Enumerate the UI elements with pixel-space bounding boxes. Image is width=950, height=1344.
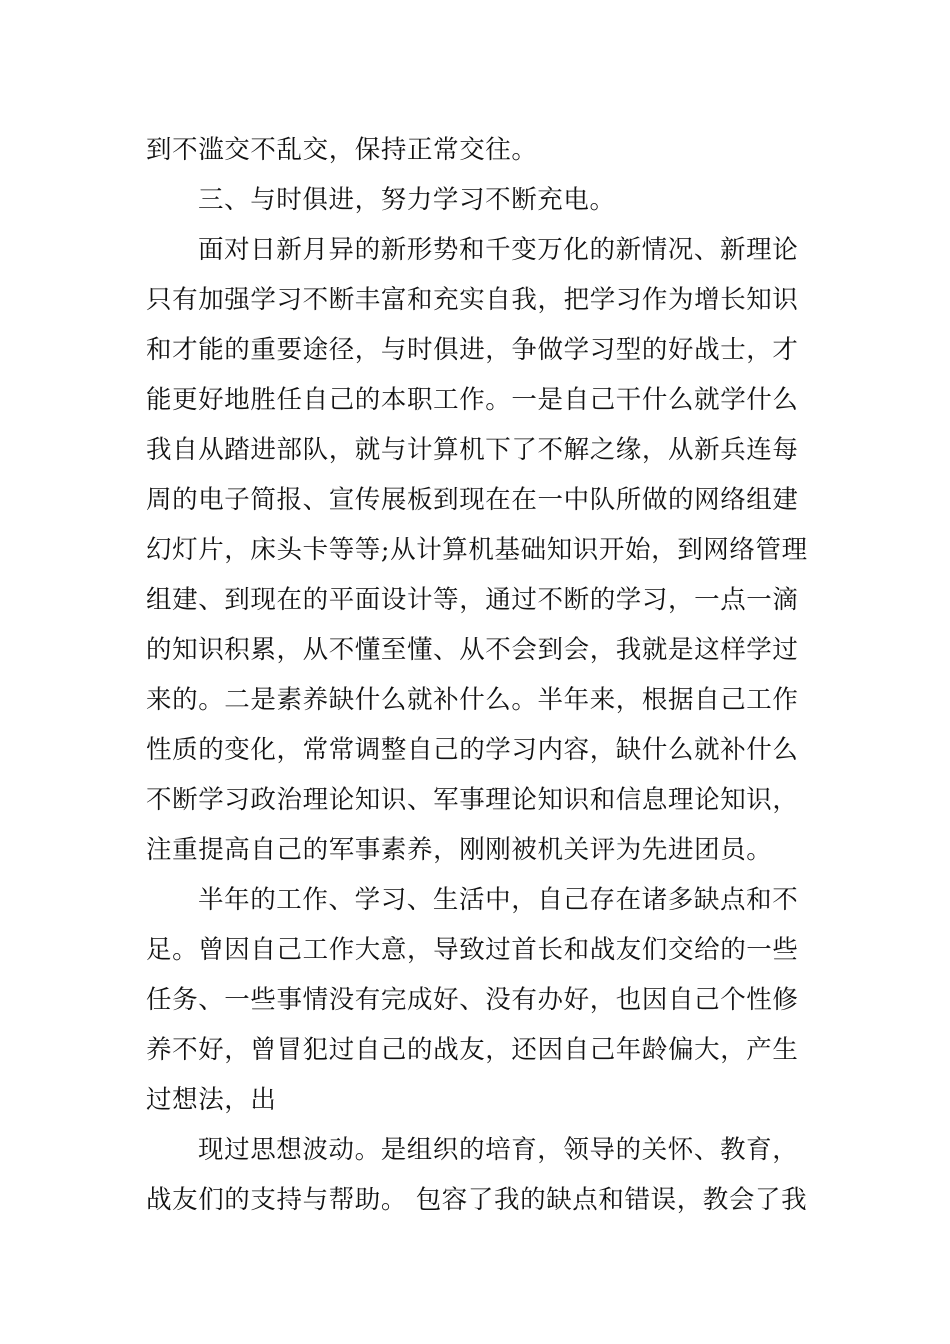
text-line: 我自从踏进部队，就与计算机下了不解之缘，从新兵连每	[146, 435, 799, 465]
text-line: 养不好，曾冒犯过自己的战友，还因自己年龄偏大，产生	[146, 1035, 799, 1065]
text-line: 能更好地胜任自己的本职工作。一是自己干什么就学什么	[146, 385, 799, 415]
text-line: 现过思想波动。是组织的培育，领导的关怀、教育，	[198, 1135, 799, 1165]
text-line: 到不滥交不乱交，保持正常交往。	[146, 135, 538, 165]
text-line: 半年的工作、学习、生活中，自己存在诸多缺点和不	[198, 885, 799, 915]
text-line: 注重提高自己的军事素养，刚刚被机关评为先进团员。	[146, 835, 773, 865]
text-line: 的知识积累，从不懂至懂、从不会到会，我就是这样学过	[146, 635, 799, 665]
text-line: 面对日新月异的新形势和千变万化的新情况、新理论	[198, 235, 799, 265]
section-heading: 三、与时俱进，努力学习不断充电。	[198, 185, 616, 215]
text-line: 来的。二是素养缺什么就补什么。半年来，根据自己工作	[146, 685, 799, 715]
text-line: 足。曾因自己工作大意，导致过首长和战友们交给的一些	[146, 935, 799, 965]
text-line: 不断学习政治理论知识、军事理论知识和信息理论知识，	[146, 785, 799, 815]
text-line: 任务、一些事情没有完成好、没有办好，也因自己个性修	[146, 985, 799, 1015]
text-line: 性质的变化，常常调整自己的学习内容，缺什么就补什么	[146, 735, 799, 765]
text-line: 和才能的重要途径，与时俱进，争做学习型的好战士，才	[146, 335, 799, 365]
text-line: 只有加强学习不断丰富和充实自我，把学习作为增长知识	[146, 285, 799, 315]
text-line: 战友们的支持与帮助。 包容了我的缺点和错误，教会了我	[146, 1185, 808, 1215]
text-line: 组建、到现在的平面设计等，通过不断的学习，一点一滴	[146, 585, 799, 615]
text-line: 过想法，出	[146, 1085, 277, 1115]
text-line: 幻灯片，床头卡等等;从计算机基础知识开始，到网络管理	[146, 535, 808, 565]
text-line: 周的电子简报、宣传展板到现在在一中队所做的网络组建	[146, 485, 799, 515]
